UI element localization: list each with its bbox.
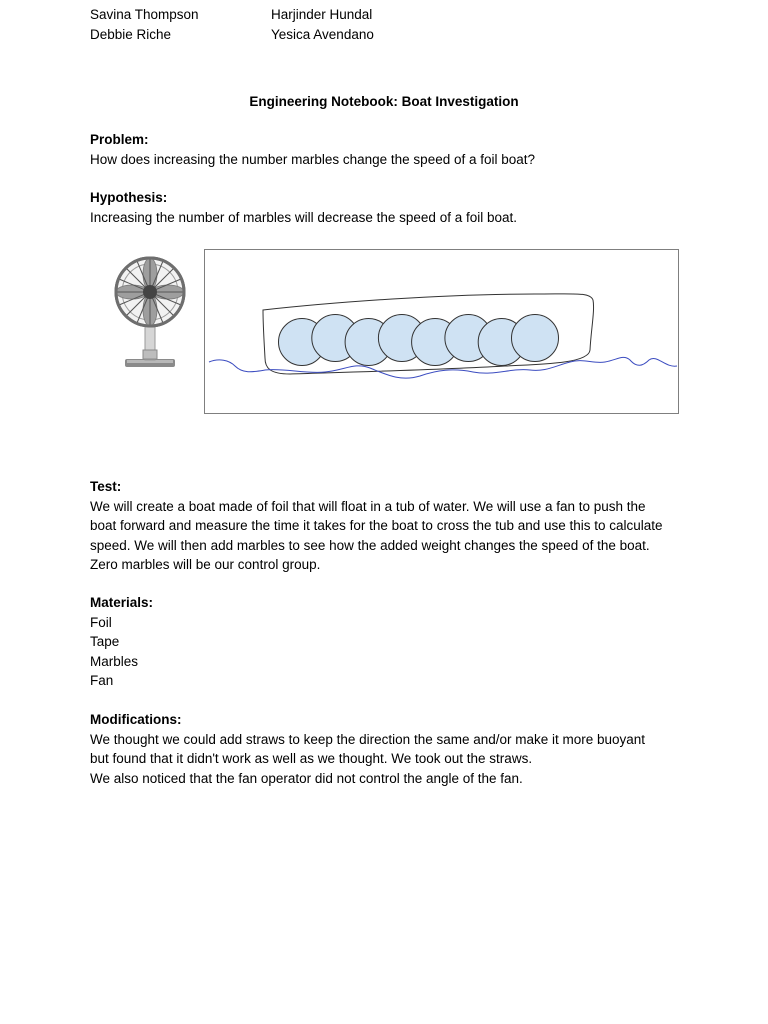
boat-drawing-frame: [204, 249, 679, 414]
test-section: [90, 477, 690, 575]
materials-heading: Materials:: [90, 595, 154, 610]
materials-item: Marbles: [90, 653, 139, 669]
hypothesis-section: [90, 188, 690, 227]
hypothesis-text: Increasing the number of marbles will decrease the speed of a foil boat.: [90, 209, 517, 225]
materials-section: [90, 593, 690, 691]
problem-text: How does increasing the number marbles change the speed of a foil boat?: [90, 151, 536, 167]
problem-heading: Problem:: [90, 132, 149, 147]
test-line: We will create a boat made of foil that will float in a tub of water. We will use a fan to push the: [90, 498, 646, 514]
test-line: Zero marbles will be our control group.: [90, 557, 321, 572]
test-line: boat forward and measure the time it takes for the boat to cross the tub and use this to calculate: [90, 518, 663, 533]
modifications-line: We thought we could add straws to keep the direction the same and/or make it more buoyant: [90, 731, 646, 747]
materials-item: Tape: [90, 634, 120, 649]
foil-boat-drawing: [205, 250, 680, 415]
modifications-heading: Modifications:: [90, 712, 182, 727]
hypothesis-heading: Hypothesis:: [90, 190, 168, 205]
problem-section: [90, 130, 690, 169]
modifications-section: [90, 710, 690, 788]
student-name: Debbie Riche: [90, 26, 172, 42]
student-name: Savina Thompson: [90, 7, 199, 22]
modifications-line: but found that it didn't work as well as we thought. We took out the straws.: [90, 751, 533, 766]
marble: [512, 315, 559, 362]
test-heading: Test:: [90, 479, 122, 494]
document-title: Engineering Notebook: Boat Investigation: [249, 94, 519, 109]
test-line: speed. We will then add marbles to see how the added weight changes the speed of the boat.: [90, 537, 650, 553]
marbles-group: [279, 315, 559, 366]
desk-fan-icon: [110, 252, 190, 372]
materials-item: Fan: [90, 673, 114, 688]
modifications-line: We also noticed that the fan operator did not control the angle of the fan.: [90, 770, 523, 786]
student-name: Yesica Avendano: [271, 26, 374, 42]
student-name: Harjinder Hundal: [271, 7, 373, 22]
materials-item: Foil: [90, 614, 112, 630]
